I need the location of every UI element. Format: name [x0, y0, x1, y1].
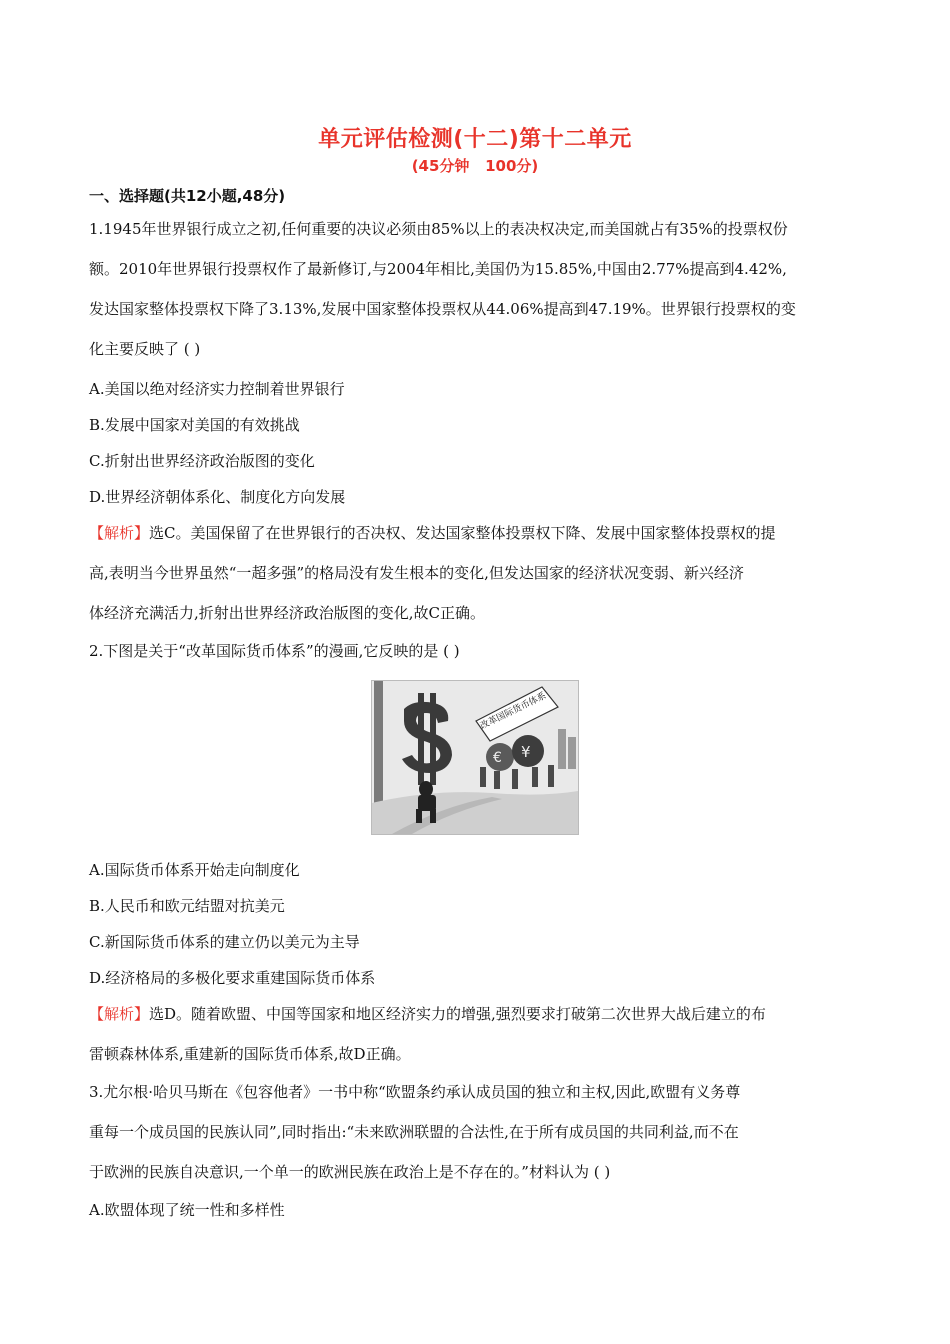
q1-analysis-line: 体经济充满活力,折射出世界经济政治版图的变化,故C正确。: [89, 604, 486, 622]
q2-analysis-line: 雷顿森林体系,重建新的国际货币体系,故D正确。: [89, 1045, 411, 1063]
q1-stem-line: 1.1945年世界银行成立之初,任何重要的决议必须由85%以上的表决权决定,而美国就占有35%的投票权份: [89, 220, 788, 238]
q1-stem-line: 发达国家整体投票权下降了3.13%,发展中国家整体投票权从44.06%提高到47.19%。世界银行投票权的变: [89, 300, 796, 318]
q1-option-a: A.美国以绝对经济实力控制着世界银行: [89, 380, 345, 398]
q2-option-c: C.新国际货币体系的建立仍以美元为主导: [89, 933, 360, 951]
q3-stem-line: 3.尤尔根·哈贝马斯在《包容他者》一书中称“欧盟条约承认成员国的独立和主权,因此,欧盟有义务尊: [89, 1083, 741, 1101]
analysis-text: 选D。随着欧盟、中国等国家和地区经济实力的增强,强烈要求打破第二次世界大战后建立的布: [149, 1005, 766, 1023]
q3-option-a: A.欧盟体现了统一性和多样性: [89, 1201, 285, 1219]
q2-option-a: A.国际货币体系开始走向制度化: [89, 861, 300, 879]
banner-text: 改革国际货币体系: [478, 691, 549, 732]
cartoon-drawing: [372, 681, 578, 834]
q2-option-d: D.经济格局的多极化要求重建国际货币体系: [89, 969, 376, 987]
q1-stem-line: 额。2010年世界银行投票权作了最新修订,与2004年相比,美国仍为15.85%,中国由2.77%提高到4.42%,: [89, 260, 787, 278]
q1-analysis-line: 高,表明当今世界虽然“一超多强”的格局没有发生根本的变化,但发达国家的经济状况变弱、新兴经济: [89, 564, 744, 582]
q3-stem-line: 重每一个成员国的民族认同”,同时指出:“未来欧洲联盟的合法性,在于所有成员国的共同利益,而不在: [89, 1123, 739, 1141]
svg-text:¥: ¥: [521, 743, 531, 761]
page-subtitle: (45分钟 100分): [411, 157, 539, 175]
q2-stem-line: 2.下图是关于“改革国际货币体系”的漫画,它反映的是 ( ): [89, 642, 460, 660]
q1-option-c: C.折射出世界经济政治版图的变化: [89, 452, 315, 470]
q3-stem-line: 于欧洲的民族自决意识,一个单一的欧洲民族在政治上是不存在的。”材料认为 ( ): [89, 1163, 611, 1181]
cartoon-image: [371, 680, 579, 835]
analysis-tag: 【解析】: [89, 524, 150, 542]
svg-text:€: €: [493, 750, 502, 766]
section-heading: 一、选择题(共12小题,48分): [89, 187, 286, 205]
q1-analysis-line: [89, 523, 869, 543]
q2-analysis-line: [89, 1004, 869, 1024]
ground-shape: [372, 791, 578, 834]
q1-option-b: B.发展中国家对美国的有效挑战: [89, 416, 300, 434]
q1-stem-line: 化主要反映了 ( ): [89, 340, 201, 358]
q2-option-b: B.人民币和欧元结盟对抗美元: [89, 897, 285, 915]
page-title: 单元评估检测(十二)第十二单元: [318, 127, 632, 152]
analysis-tag: 【解析】: [89, 1005, 150, 1023]
analysis-text: 选C。美国保留了在世界银行的否决权、发达国家整体投票权下降、发展中国家整体投票权的提: [149, 524, 776, 542]
q1-option-d: D.世界经济朝体系化、制度化方向发展: [89, 488, 346, 506]
